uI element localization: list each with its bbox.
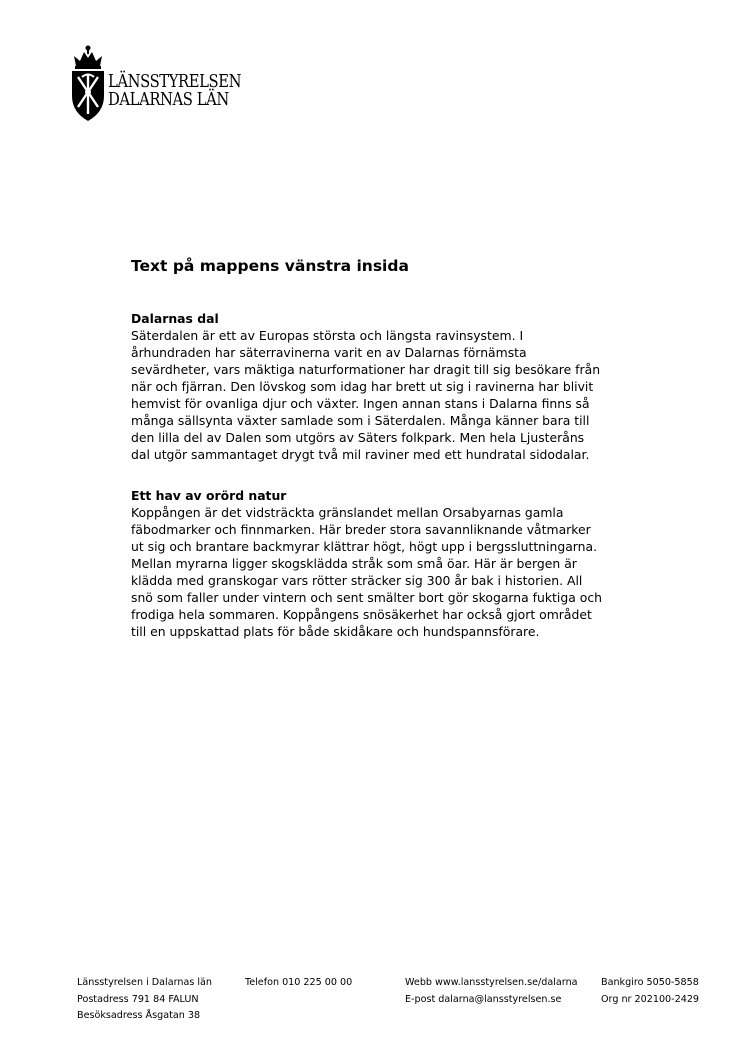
body-line: frodiga hela sommaren. Koppångens snösäkerhet har också gjort området (131, 607, 592, 622)
footer-email-link[interactable]: E-post dalarna@lansstyrelsen.se (405, 993, 562, 1005)
logo-line-2: DALARNAS LÄN (108, 89, 229, 110)
footer-bank (601, 975, 699, 1008)
footer-phone-number: Telefon 010 225 00 00 (245, 977, 353, 988)
lansstyrelsen-logo (68, 44, 258, 124)
body-line: Säterdalen är ett av Europas största och längsta ravinsystem. I (131, 328, 524, 343)
footer-visiting-address: Besöksadress Åsgatan 38 (77, 1010, 201, 1021)
body-line: fäbodmarker och finnmarken. Här breder stora savannliknande våtmarker (131, 522, 591, 537)
body-line: snö som faller under vintern och sent smälter bort gör skogarna fuktiga och (131, 590, 603, 605)
coat-of-arms-icon (68, 44, 108, 124)
body-line: den lilla del av Dalen som utgörs av Säters folkpark. Men hela Ljusteråns (131, 430, 585, 445)
section-title: Ett hav av orörd natur (131, 488, 287, 503)
footer-web (405, 975, 578, 1008)
section-body (131, 504, 631, 640)
body-line: många sällsynta växter samlade som i Säterdalen. Många känner bara till (131, 413, 590, 428)
footer-website-link[interactable]: Webb www.lansstyrelsen.se/dalarna (405, 977, 578, 988)
body-line: Koppången är det vidsträckta gränslandet mellan Orsabyarnas gamla (131, 505, 564, 520)
section-dalarnas-dal (131, 310, 631, 463)
logo-wordmark (108, 73, 241, 109)
logo-line-1: LÄNSSTYRELSEN (108, 71, 242, 92)
body-line: dal utgör sammantaget drygt två mil raviner med ett hundratal sidodalar. (131, 447, 590, 462)
body-line: ut sig och brantare backmyrar klättrar högt, högt upp i bergssluttningarna. (131, 539, 598, 554)
footer-phone (245, 975, 352, 992)
footer-org-name: Länsstyrelsen i Dalarnas län (77, 977, 213, 988)
body-line: Mellan myrarna ligger skogsklädda stråk som små öar. Här är bergen är (131, 556, 577, 571)
footer-bankgiro: Bankgiro 5050-5858 (601, 977, 699, 988)
body-line: sevärdheter, vars mäktiga naturformationer har dragit till sig besökare från (131, 362, 601, 377)
body-line: till en uppskattad plats för både skidåkare och hundspannsförare. (131, 624, 540, 639)
section-body (131, 327, 631, 463)
body-line: hemvist för ovanliga djur och växter. Ingen annan stans i Dalarna finns så (131, 396, 590, 411)
footer-org-number: Org nr 202100-2429 (601, 993, 700, 1005)
body-line: när och fjärran. Den lövskog som idag har brett ut sig i ravinerna har blivit (131, 379, 594, 394)
body-line: klädda med granskogar vars rötter sträcker sig 300 år bak i historien. All (131, 573, 583, 588)
page-title: Text på mappens vänstra insida (131, 257, 409, 275)
section-title: Dalarnas dal (131, 311, 219, 326)
section-ett-hav-av-orord-natur (131, 487, 631, 640)
footer-postal-address: Postadress 791 84 FALUN (77, 993, 199, 1005)
footer-address (77, 975, 212, 1025)
body-line: århundraden har säterravinerna varit en av Dalarnas förnämsta (131, 345, 527, 360)
